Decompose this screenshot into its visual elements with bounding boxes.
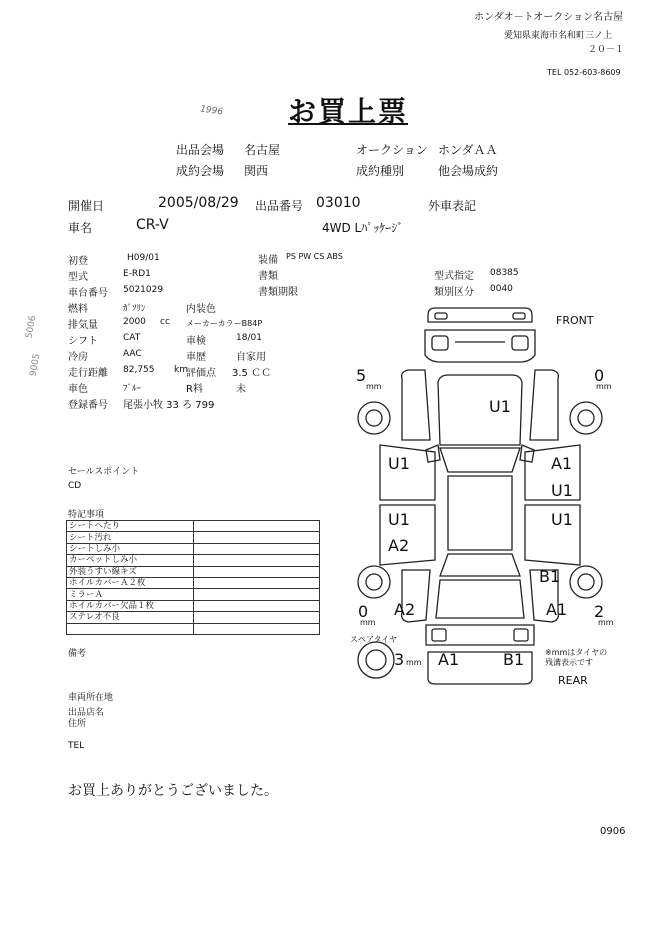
shift-value: CAT xyxy=(123,333,141,343)
front-left-wheel xyxy=(358,402,390,434)
note-cell: シート汚れ xyxy=(67,532,194,543)
address-label: 住所 xyxy=(68,719,87,729)
damage-mark-right-rear-fender: B1 xyxy=(539,567,561,586)
mm-label: mm xyxy=(366,382,382,391)
inspection-label: 車検 xyxy=(186,336,206,347)
maker-color-code: メーカーカラーB84P xyxy=(186,319,263,328)
margin-handwriting: 9005 xyxy=(28,352,43,378)
note-cell: シートへたり xyxy=(67,521,194,532)
class-value: 0040 xyxy=(490,284,513,294)
tire-rear-right-depth: 2 xyxy=(594,602,605,621)
displacement-value: 2000 xyxy=(123,317,146,327)
history-label: 車歴 xyxy=(186,352,206,363)
model-value: E-RD1 xyxy=(123,269,151,279)
reg-number-value: 尾張小牧 33 ろ 799 xyxy=(123,400,215,411)
tire-note-line-2: 残溝表示です xyxy=(545,658,593,667)
table-row xyxy=(67,555,320,566)
displacement-label: 排気量 xyxy=(68,320,98,331)
r-fee-label: R料 xyxy=(186,384,203,395)
mm-label: mm xyxy=(598,618,614,627)
tire-spare-depth: 3 xyxy=(394,650,405,669)
r-fee-value: 未 xyxy=(236,384,246,395)
fuel-value: ｶﾞｿﾘﾝ xyxy=(123,304,146,314)
front-right-wheel xyxy=(570,402,602,434)
listing-venue-label: 出品会場 xyxy=(176,143,225,157)
front-label: FRONT xyxy=(556,314,594,327)
company-name: ホンダオ－トオークション名古屋 xyxy=(474,12,624,23)
chassis-label: 車台番号 xyxy=(68,288,108,299)
sales-point-value: CD xyxy=(68,481,82,491)
body-color-value: ﾌﾞﾙｰ xyxy=(123,384,142,394)
chassis-value: 5021029 xyxy=(123,285,164,295)
contract-type-label: 成約種別 xyxy=(356,164,405,178)
damage-mark-rear-bumper-left: A1 xyxy=(438,650,460,669)
mileage-value: 82,755 xyxy=(123,365,155,375)
tire-front-left-depth: 5 xyxy=(356,366,367,385)
reg-number-label: 登録番号 xyxy=(68,400,108,411)
documents-expiry-label: 書類期限 xyxy=(258,287,298,298)
thanks-message: お買上ありがとうございました。 xyxy=(68,783,278,799)
car-label: 車名 xyxy=(68,221,93,235)
equipment-label: 装備 xyxy=(258,255,278,266)
sales-point-label: セールスポイント xyxy=(68,467,140,477)
inspection-value: 18/01 xyxy=(236,333,262,343)
rear-right-wheel xyxy=(570,566,602,598)
date-label: 開催日 xyxy=(68,199,105,213)
score-label: 評価点 xyxy=(186,368,216,379)
vehicle-location-label: 車両所在地 xyxy=(68,693,114,703)
store-name-label: 出品店名 xyxy=(68,708,105,718)
damage-mark-right-rear-bottom: A1 xyxy=(546,600,568,619)
displacement-unit: cc xyxy=(160,317,170,327)
tire-note-line-1: ※mmはタイヤの xyxy=(545,648,608,657)
auction-value: ホンダＡＡ xyxy=(438,143,498,157)
import-label: 外車表記 xyxy=(428,199,477,213)
rear-label: REAR xyxy=(558,674,588,687)
table-row xyxy=(67,532,320,543)
notes-label: 特記事項 xyxy=(68,510,105,520)
table-row xyxy=(67,623,320,634)
table-row xyxy=(67,600,320,611)
damage-mark-rear-bumper-right: B1 xyxy=(503,650,525,669)
mileage-unit: km xyxy=(174,365,188,375)
notes-table xyxy=(66,520,320,635)
note-cell: ホイルカバー欠品１枚 xyxy=(67,600,194,611)
left-front-fender-shape xyxy=(402,370,430,440)
class-label: 類別区分 xyxy=(434,287,474,298)
damage-mark-left-rear-bottom: A2 xyxy=(394,600,416,619)
table-row xyxy=(67,577,320,588)
spare-tire xyxy=(358,642,394,678)
damage-mark-left-front: U1 xyxy=(388,454,410,473)
damage-mark-left-rear-1: U1 xyxy=(388,510,410,529)
date-value: 2005/08/29 xyxy=(158,195,239,211)
note-cell: ホイルカバーＡ２枚 xyxy=(67,577,194,588)
damage-mark-hood: U1 xyxy=(489,397,511,416)
tel-label: TEL xyxy=(68,741,85,751)
tire-front-right-depth: 0 xyxy=(594,366,605,385)
body-color-label: 車色 xyxy=(68,384,88,395)
history-value: 自家用 xyxy=(236,352,266,363)
damage-mark-left-rear-2: A2 xyxy=(388,536,410,555)
first-reg-label: 初登 xyxy=(68,256,88,267)
ac-label: 冷房 xyxy=(68,352,88,363)
table-row xyxy=(67,612,320,623)
damage-mark-right-front-1: A1 xyxy=(551,454,573,473)
type-designation-label: 型式指定 xyxy=(434,271,474,282)
note-cell: シートしみ小 xyxy=(67,543,194,554)
margin-handwriting: 5006 xyxy=(24,314,39,340)
equipment-value: PS PW CS ABS xyxy=(286,252,343,261)
lot-label: 出品番号 xyxy=(255,199,304,213)
mm-label: mm xyxy=(596,382,612,391)
mm-label: mm xyxy=(406,658,422,667)
table-row xyxy=(67,543,320,554)
contract-venue-value: 関西 xyxy=(244,164,269,178)
contract-venue-label: 成約会場 xyxy=(176,164,225,178)
interior-label: 内装色 xyxy=(186,304,216,315)
remarks-label: 備考 xyxy=(68,649,87,659)
table-row xyxy=(67,521,320,532)
address-line-1: 愛知県東海市名和町三ノ上 xyxy=(504,31,613,41)
tire-rear-left-depth: 0 xyxy=(358,602,369,621)
type-designation-value: 08385 xyxy=(490,268,519,278)
table-row xyxy=(67,566,320,577)
roof-shape xyxy=(448,476,512,550)
listing-venue-value: 名古屋 xyxy=(244,143,281,157)
table-row xyxy=(67,589,320,600)
note-cell: ミラーＡ xyxy=(67,589,194,600)
model-label: 型式 xyxy=(68,272,88,283)
damage-mark-right-rear-1: U1 xyxy=(551,510,573,529)
first-reg-value: H09/01 xyxy=(127,253,160,263)
fuel-label: 燃料 xyxy=(68,304,88,315)
damage-mark-right-front-2: U1 xyxy=(551,481,573,500)
mm-label: mm xyxy=(360,618,376,627)
rear-left-wheel xyxy=(358,566,390,598)
company-tel: TEL 052-603-8609 xyxy=(547,68,621,77)
grade-value: 4WD Lﾊﾟｯｹｰｼﾞ xyxy=(322,221,404,235)
windshield-shape xyxy=(440,448,520,472)
documents-label: 書類 xyxy=(258,271,278,282)
note-cell: 外装うすい線キズ xyxy=(67,566,194,577)
score-value: 3.5 ＣＣ xyxy=(232,368,272,379)
spare-tire-label: スペアタイヤ xyxy=(350,635,398,644)
rear-glass-shape xyxy=(440,554,520,576)
rear-face-shape xyxy=(426,625,534,645)
document-code: 0906 xyxy=(600,826,626,837)
contract-type-value: 他会場成約 xyxy=(438,164,499,178)
page-title: お買上票 xyxy=(288,95,409,128)
ac-value: AAC xyxy=(123,349,142,359)
front-bumper-shape xyxy=(428,308,532,322)
note-cell: カーペットしみ小 xyxy=(67,555,194,566)
shift-label: シフト xyxy=(68,336,98,347)
address-line-2: ２０－１ xyxy=(588,45,625,55)
car-value: CR-V xyxy=(136,217,169,233)
handwritten-note: 1996 xyxy=(199,104,224,118)
trunk-shape xyxy=(436,580,524,618)
auction-label: オークション xyxy=(356,143,428,157)
note-cell: ステレオ不良 xyxy=(67,612,194,623)
right-front-fender-shape xyxy=(530,370,558,440)
front-face-shape xyxy=(425,330,535,362)
lot-value: 03010 xyxy=(316,195,361,211)
mileage-label: 走行距離 xyxy=(68,368,108,379)
